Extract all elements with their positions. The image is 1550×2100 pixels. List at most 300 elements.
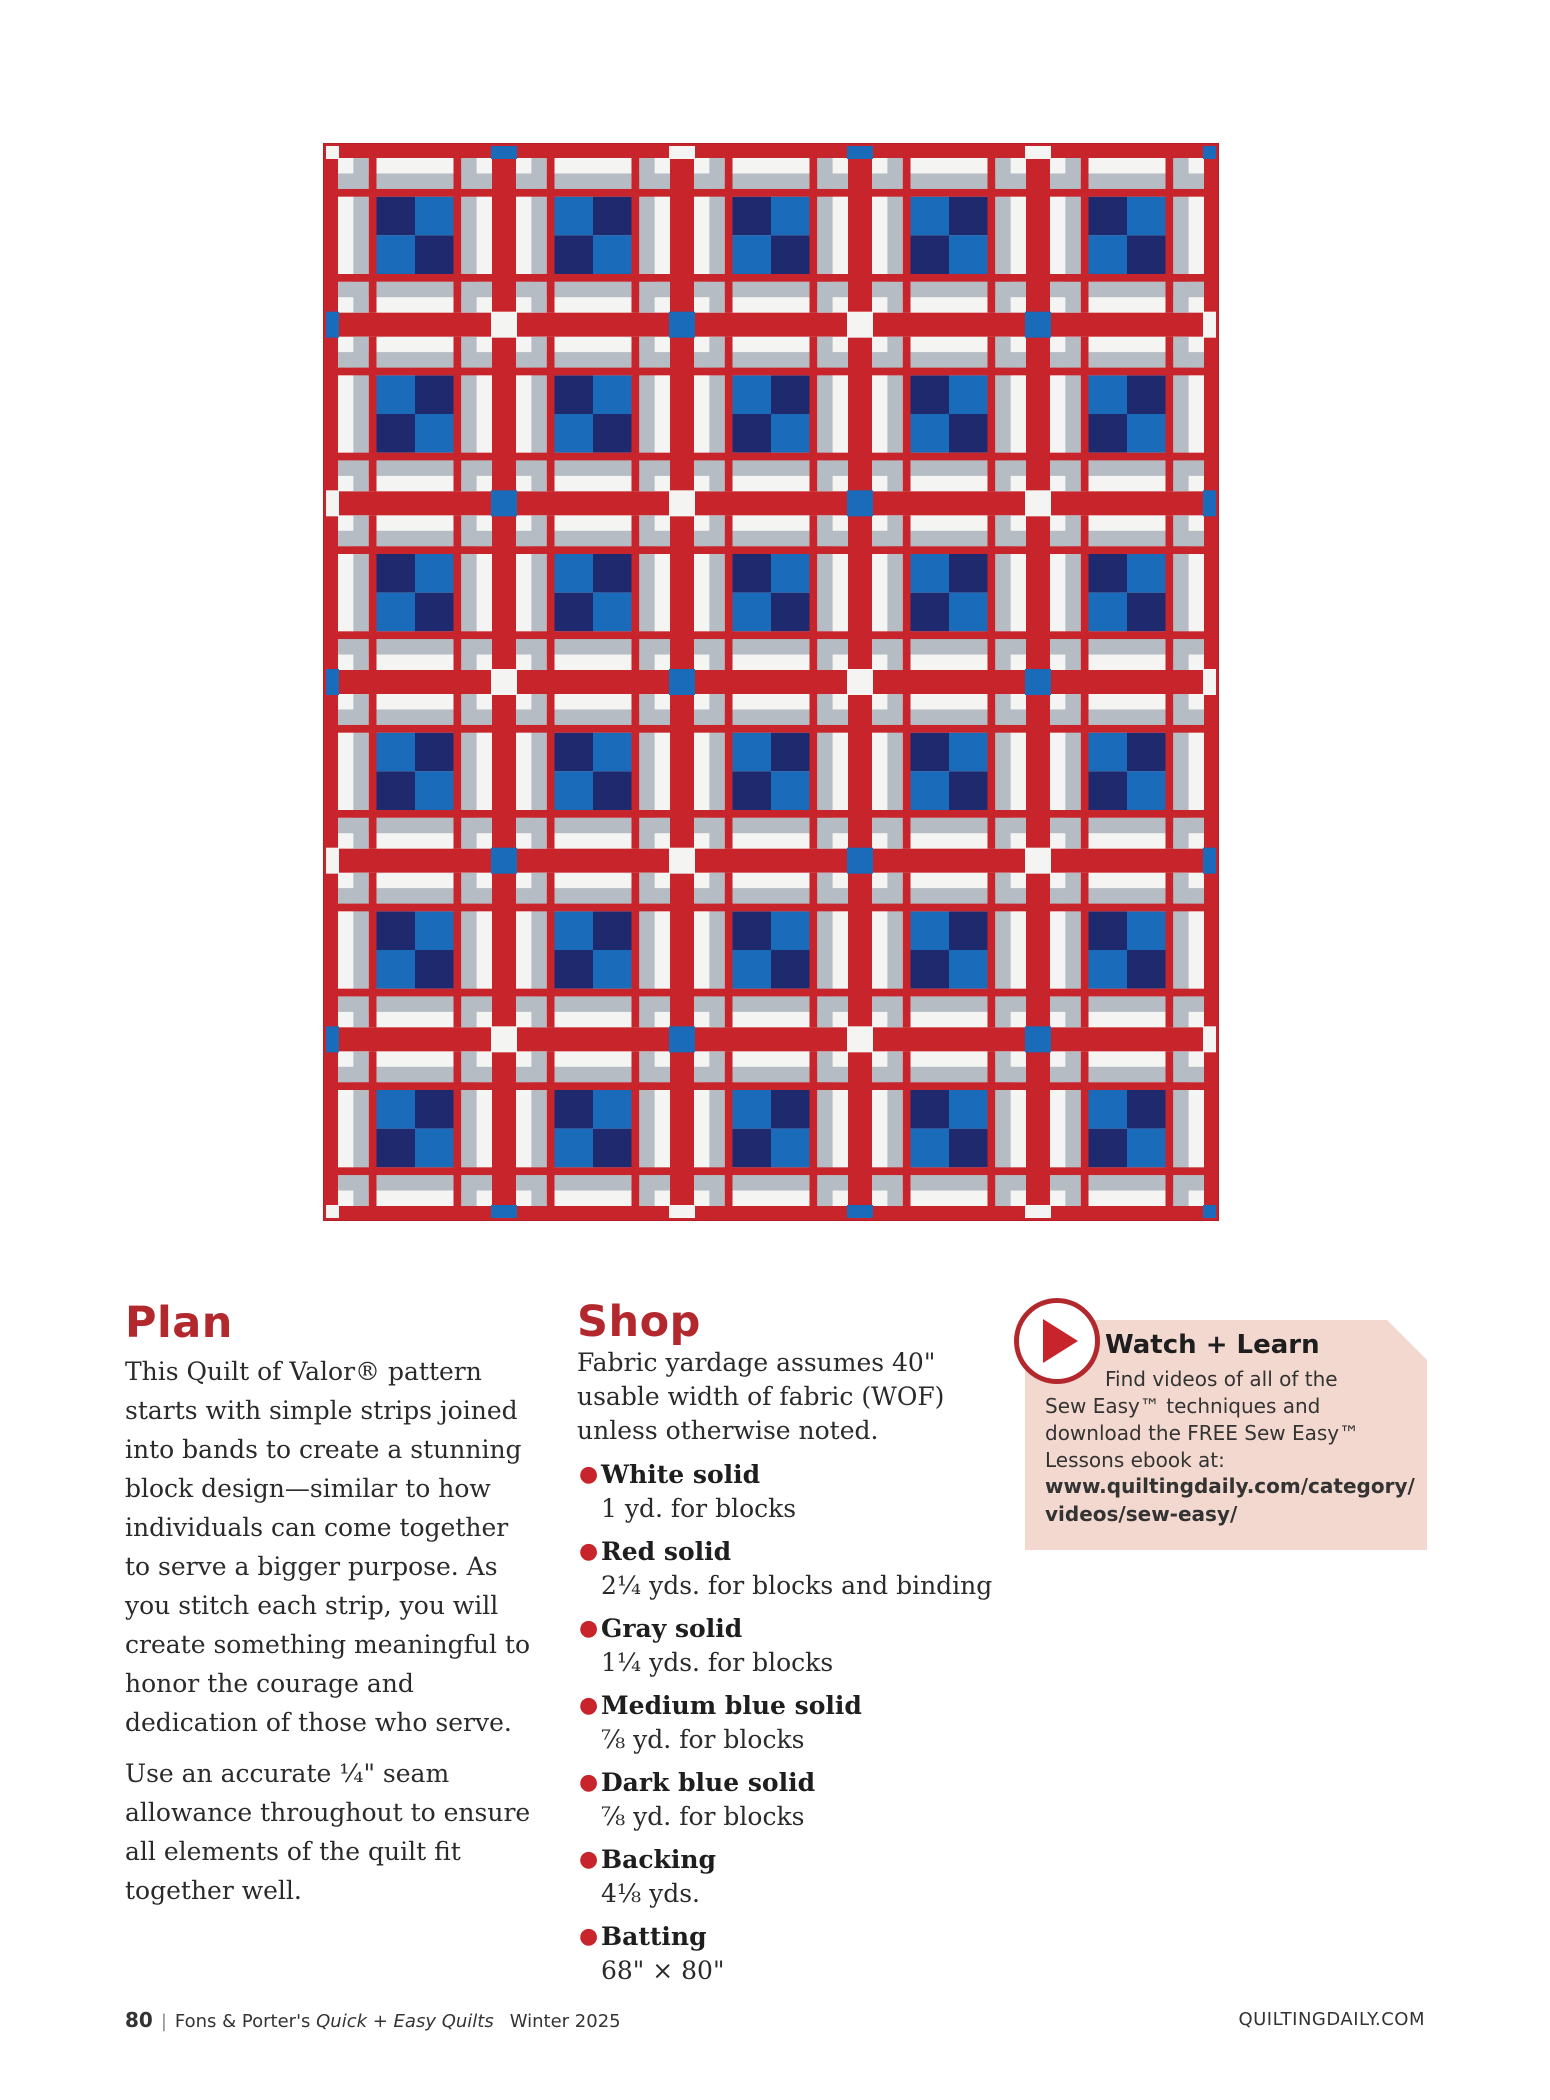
supply-name: White solid — [601, 1460, 761, 1489]
blue-patch — [949, 733, 988, 772]
supply-name: Medium blue solid — [601, 1691, 862, 1720]
red-strip — [1050, 810, 1204, 818]
blue-patch — [911, 1129, 950, 1168]
list-item — [577, 1458, 997, 1526]
supply-name: Backing — [601, 1845, 717, 1874]
watch-learn-line1: Find videos of all of the — [1105, 1367, 1338, 1391]
red-strip — [1166, 873, 1174, 1028]
red-strip — [1050, 631, 1204, 639]
quilt-pattern — [326, 146, 1216, 1218]
red-strip — [810, 337, 818, 492]
red-strip — [338, 189, 492, 197]
red-strip — [1050, 189, 1204, 197]
bullet-icon: ● — [579, 1770, 599, 1795]
gray-strip — [516, 709, 670, 724]
red-strip — [338, 453, 492, 461]
gray-strip — [694, 1067, 848, 1082]
blue-patch — [771, 235, 810, 274]
blue-patch — [1127, 554, 1166, 593]
red-strip — [1050, 1167, 1204, 1175]
blue-patch — [593, 235, 632, 274]
red-strip — [694, 904, 848, 912]
cornerstone — [847, 669, 873, 695]
red-strip — [516, 631, 670, 639]
blue-patch — [593, 1129, 632, 1168]
blue-patch — [1127, 197, 1166, 236]
blue-patch — [1089, 197, 1128, 236]
gray-strip — [694, 888, 848, 903]
blue-patch — [415, 1129, 454, 1168]
gray-strip — [338, 888, 492, 903]
cornerstone — [1203, 312, 1216, 338]
blue-patch — [555, 771, 594, 810]
blue-patch — [733, 235, 772, 274]
red-strip — [694, 989, 848, 997]
blue-patch — [1127, 235, 1166, 274]
page-footer — [125, 2008, 1425, 2038]
cornerstone — [1025, 146, 1051, 159]
red-strip — [1166, 515, 1174, 670]
cornerstone — [326, 669, 339, 695]
red-strip — [1081, 337, 1089, 492]
blue-patch — [911, 1090, 950, 1129]
blue-patch — [377, 771, 416, 810]
red-strip — [725, 337, 733, 492]
red-strip — [1081, 1051, 1089, 1206]
blue-patch — [771, 197, 810, 236]
blue-patch — [415, 911, 454, 950]
blue-patch — [733, 1129, 772, 1168]
red-strip — [872, 274, 1026, 282]
supply-quantity: 2¼ yds. for blocks and binding — [601, 1571, 993, 1600]
plan-paragraph-2: Use an accurate ¼" seam allowance throughout to ensure all elements of the quilt fit together well. — [125, 1759, 531, 1905]
red-strip — [516, 725, 670, 733]
blue-patch — [415, 375, 454, 414]
red-strip — [547, 158, 555, 313]
gray-strip — [516, 996, 670, 1011]
red-strip — [338, 1167, 492, 1175]
blue-patch — [377, 554, 416, 593]
cornerstone — [669, 669, 695, 695]
plan-paragraph-1: This Quilt of Valor® pattern starts with simple strips joined into bands to create a stunning block design—similar to how individuals can come together to serve a bigger purpose. As you stitch each strip, you will create something meaningful to honor the courage and dedication of those who serve. — [125, 1357, 531, 1737]
red-strip — [338, 368, 492, 376]
red-strip — [1081, 873, 1089, 1028]
gray-strip — [872, 888, 1026, 903]
page-number: 80 — [125, 2008, 153, 2032]
shop-intro: Fabric yardage assumes 40" usable width of fabric (WOF) unless otherwise noted. — [577, 1348, 945, 1445]
site-link[interactable]: QUILTINGDAILY.COM — [1238, 2009, 1425, 2030]
gray-strip — [338, 460, 492, 475]
red-strip — [988, 337, 996, 492]
red-strip — [872, 453, 1026, 461]
gray-strip — [516, 352, 670, 367]
red-strip — [694, 1167, 848, 1175]
red-strip — [1081, 515, 1089, 670]
blue-patch — [771, 593, 810, 632]
supply-name: Batting — [601, 1922, 707, 1951]
red-strip — [338, 631, 492, 639]
blue-patch — [771, 414, 810, 453]
red-strip — [872, 1167, 1026, 1175]
blue-patch — [555, 950, 594, 989]
gray-strip — [872, 282, 1026, 297]
red-strip — [1166, 694, 1174, 849]
red-strip — [454, 515, 462, 670]
gray-strip — [1050, 531, 1204, 546]
blue-patch — [733, 733, 772, 772]
blue-patch — [911, 911, 950, 950]
supply-name: Red solid — [601, 1537, 732, 1566]
bullet-icon: ● — [579, 1462, 599, 1487]
blue-patch — [555, 1090, 594, 1129]
gray-strip — [338, 1175, 492, 1190]
cornerstone — [1203, 1026, 1216, 1052]
blue-patch — [593, 197, 632, 236]
blue-patch — [1127, 1129, 1166, 1168]
gray-strip — [338, 282, 492, 297]
blue-patch — [771, 1129, 810, 1168]
red-strip — [725, 515, 733, 670]
blue-patch — [1127, 414, 1166, 453]
red-strip — [547, 873, 555, 1028]
gray-strip — [516, 1175, 670, 1190]
blue-patch — [1089, 1129, 1128, 1168]
cornerstone — [847, 490, 873, 516]
blue-patch — [377, 375, 416, 414]
red-strip — [988, 694, 996, 849]
red-strip — [516, 904, 670, 912]
red-strip — [369, 1051, 377, 1206]
blue-patch — [593, 1090, 632, 1129]
red-strip — [725, 158, 733, 313]
gray-strip — [694, 818, 848, 833]
blue-patch — [555, 235, 594, 274]
red-strip — [454, 158, 462, 313]
red-strip — [1050, 546, 1204, 554]
blue-patch — [911, 771, 950, 810]
watch-learn-box — [1025, 1320, 1427, 1550]
gray-strip — [1050, 639, 1204, 654]
bullet-icon: ● — [579, 1847, 599, 1872]
red-strip — [1081, 694, 1089, 849]
red-strip — [547, 694, 555, 849]
blue-patch — [415, 733, 454, 772]
gray-strip — [1050, 282, 1204, 297]
red-strip — [694, 453, 848, 461]
supply-quantity: 4⅛ yds. — [601, 1879, 700, 1908]
blue-patch — [733, 593, 772, 632]
red-strip — [369, 694, 377, 849]
blue-patch — [1127, 771, 1166, 810]
cornerstone — [1025, 848, 1051, 874]
cornerstone — [1203, 1205, 1216, 1218]
gray-strip — [338, 709, 492, 724]
cornerstone — [491, 1026, 517, 1052]
red-strip — [454, 337, 462, 492]
blue-patch — [1089, 1090, 1128, 1129]
blue-patch — [1127, 950, 1166, 989]
gray-strip — [872, 639, 1026, 654]
red-strip — [1050, 274, 1204, 282]
blue-patch — [733, 375, 772, 414]
gray-strip — [872, 352, 1026, 367]
supply-quantity: 1 yd. for blocks — [601, 1494, 797, 1523]
blue-patch — [949, 235, 988, 274]
gray-strip — [516, 888, 670, 903]
red-strip — [338, 1082, 492, 1090]
red-strip — [516, 453, 670, 461]
blue-patch — [1127, 733, 1166, 772]
cornerstone — [669, 1026, 695, 1052]
blue-patch — [377, 414, 416, 453]
blue-patch — [593, 950, 632, 989]
blue-patch — [415, 235, 454, 274]
plan-section — [125, 1298, 535, 1910]
blue-patch — [593, 771, 632, 810]
watch-learn-url[interactable]: www.quiltingdaily.com/category/videos/sew-easy/ — [1045, 1474, 1415, 1526]
blue-patch — [911, 593, 950, 632]
issue-date: Winter 2025 — [509, 2011, 621, 2032]
gray-strip — [694, 531, 848, 546]
blue-patch — [1127, 375, 1166, 414]
red-strip — [338, 904, 492, 912]
blue-patch — [771, 375, 810, 414]
red-strip — [338, 546, 492, 554]
red-strip — [694, 189, 848, 197]
gray-strip — [516, 818, 670, 833]
red-strip — [516, 368, 670, 376]
blue-patch — [377, 1129, 416, 1168]
red-strip — [1081, 158, 1089, 313]
bullet-icon: ● — [579, 1693, 599, 1718]
cornerstone — [1203, 490, 1216, 516]
gray-strip — [1050, 996, 1204, 1011]
blue-patch — [1089, 950, 1128, 989]
footer-divider: | — [160, 2011, 167, 2032]
gray-strip — [338, 639, 492, 654]
gray-strip — [694, 709, 848, 724]
gray-strip — [516, 1067, 670, 1082]
red-strip — [516, 1167, 670, 1175]
shop-heading: Shop — [577, 1297, 701, 1347]
blue-patch — [415, 1090, 454, 1129]
blue-patch — [555, 733, 594, 772]
blue-patch — [911, 235, 950, 274]
blue-patch — [555, 375, 594, 414]
red-strip — [694, 368, 848, 376]
red-strip — [694, 725, 848, 733]
gray-strip — [872, 173, 1026, 188]
red-strip — [988, 158, 996, 313]
red-strip — [810, 694, 818, 849]
blue-patch — [733, 911, 772, 950]
blue-patch — [911, 197, 950, 236]
cornerstone — [326, 1205, 339, 1218]
blue-patch — [1089, 733, 1128, 772]
red-strip — [1166, 1051, 1174, 1206]
red-strip — [903, 873, 911, 1028]
red-strip — [369, 515, 377, 670]
blue-patch — [949, 1129, 988, 1168]
blue-patch — [593, 554, 632, 593]
blue-patch — [1089, 554, 1128, 593]
red-strip — [632, 515, 640, 670]
blue-patch — [1089, 375, 1128, 414]
red-strip — [903, 515, 911, 670]
blue-patch — [377, 197, 416, 236]
blue-patch — [415, 950, 454, 989]
cornerstone — [847, 312, 873, 338]
red-strip — [1166, 158, 1174, 313]
gray-strip — [872, 996, 1026, 1011]
blue-patch — [377, 235, 416, 274]
gray-strip — [516, 639, 670, 654]
red-strip — [516, 546, 670, 554]
gray-strip — [516, 460, 670, 475]
cornerstone — [326, 146, 339, 159]
blue-patch — [1089, 911, 1128, 950]
gray-strip — [516, 282, 670, 297]
watch-learn-title: Watch + Learn — [1105, 1330, 1320, 1360]
cornerstone — [669, 490, 695, 516]
blue-patch — [949, 950, 988, 989]
cornerstone — [1025, 312, 1051, 338]
cornerstone — [1025, 1026, 1051, 1052]
blue-patch — [949, 554, 988, 593]
blue-patch — [555, 554, 594, 593]
blue-patch — [593, 911, 632, 950]
red-strip — [694, 631, 848, 639]
gray-strip — [338, 818, 492, 833]
blue-patch — [593, 375, 632, 414]
bullet-icon: ● — [579, 1924, 599, 1949]
cornerstone — [491, 848, 517, 874]
red-strip — [725, 694, 733, 849]
gray-strip — [1050, 1067, 1204, 1082]
gray-strip — [872, 709, 1026, 724]
blue-patch — [949, 414, 988, 453]
blue-patch — [377, 593, 416, 632]
gray-strip — [694, 639, 848, 654]
list-item — [577, 1535, 997, 1603]
blue-patch — [733, 1090, 772, 1129]
blue-patch — [415, 197, 454, 236]
supply-quantity: 68" × 80" — [601, 1956, 725, 1985]
red-strip — [725, 1051, 733, 1206]
gray-strip — [872, 1067, 1026, 1082]
cornerstone — [847, 1205, 873, 1218]
blue-patch — [771, 771, 810, 810]
red-strip — [516, 1082, 670, 1090]
red-strip — [1166, 337, 1174, 492]
list-item — [577, 1612, 997, 1680]
supply-name: Gray solid — [601, 1614, 743, 1643]
red-strip — [988, 1051, 996, 1206]
cornerstone — [1025, 490, 1051, 516]
gray-strip — [872, 531, 1026, 546]
supply-quantity: 1¼ yds. for blocks — [601, 1648, 834, 1677]
list-item — [577, 1920, 997, 1988]
cornerstone — [326, 1026, 339, 1052]
blue-patch — [555, 593, 594, 632]
blue-patch — [377, 950, 416, 989]
red-strip — [516, 989, 670, 997]
watch-learn-body: Sew Easy™ techniques and download the FREE Sew Easy™ Lessons ebook at: — [1045, 1394, 1360, 1472]
blue-patch — [555, 414, 594, 453]
red-strip — [872, 989, 1026, 997]
blue-patch — [733, 197, 772, 236]
cornerstone — [847, 848, 873, 874]
blue-patch — [911, 414, 950, 453]
red-strip — [872, 546, 1026, 554]
red-strip — [547, 1051, 555, 1206]
red-strip — [1050, 904, 1204, 912]
red-strip — [516, 189, 670, 197]
red-strip — [454, 1051, 462, 1206]
blue-patch — [911, 733, 950, 772]
gray-strip — [694, 1175, 848, 1190]
red-strip — [632, 694, 640, 849]
blue-patch — [949, 375, 988, 414]
red-strip — [547, 337, 555, 492]
page-fold-corner — [1387, 1320, 1427, 1360]
red-strip — [454, 694, 462, 849]
gray-strip — [1050, 352, 1204, 367]
red-strip — [338, 274, 492, 282]
gray-strip — [1050, 460, 1204, 475]
blue-patch — [415, 593, 454, 632]
gray-strip — [694, 996, 848, 1011]
red-strip — [369, 337, 377, 492]
red-strip — [872, 725, 1026, 733]
gray-strip — [338, 996, 492, 1011]
blue-patch — [377, 733, 416, 772]
supply-quantity: ⅞ yd. for blocks — [601, 1802, 805, 1831]
gray-strip — [516, 531, 670, 546]
blue-patch — [733, 414, 772, 453]
blue-patch — [771, 1090, 810, 1129]
blue-patch — [415, 414, 454, 453]
play-icon — [1014, 1298, 1100, 1384]
red-strip — [810, 515, 818, 670]
gray-strip — [872, 1175, 1026, 1190]
red-strip — [516, 810, 670, 818]
quilt-photo — [324, 144, 1218, 1220]
red-strip — [810, 873, 818, 1028]
blue-patch — [593, 414, 632, 453]
cornerstone — [491, 1205, 517, 1218]
red-strip — [369, 158, 377, 313]
gray-strip — [1050, 818, 1204, 833]
blue-patch — [415, 554, 454, 593]
blue-patch — [911, 554, 950, 593]
blue-patch — [911, 950, 950, 989]
cornerstone — [669, 1205, 695, 1218]
blue-patch — [415, 771, 454, 810]
blue-patch — [771, 950, 810, 989]
red-strip — [547, 515, 555, 670]
red-strip — [903, 1051, 911, 1206]
cornerstone — [491, 669, 517, 695]
red-strip — [810, 158, 818, 313]
bullet-icon: ● — [579, 1616, 599, 1641]
supply-list — [577, 1458, 997, 1988]
blue-patch — [1127, 911, 1166, 950]
red-strip — [1050, 453, 1204, 461]
list-item — [577, 1766, 997, 1834]
gray-strip — [694, 352, 848, 367]
blue-patch — [593, 593, 632, 632]
